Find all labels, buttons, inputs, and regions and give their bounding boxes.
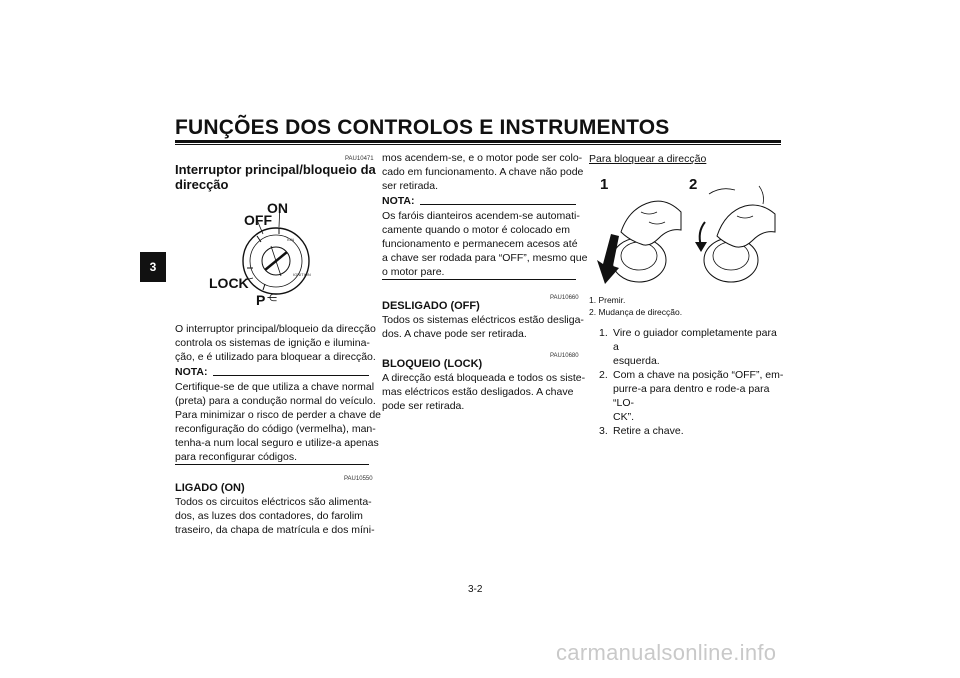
- steering-lock-figure: [589, 172, 781, 290]
- text-line: A direcção está bloqueada e todos os siste-: [382, 372, 586, 384]
- text-line: mas eléctricos estão desligados. A chave: [382, 386, 574, 398]
- nota-paragraph: [175, 380, 381, 464]
- off-paragraph: [382, 313, 584, 341]
- step-item: [589, 424, 785, 438]
- nota-end-rule: [382, 279, 576, 280]
- text-line: traseiro, da chapa de matrícula e dos míni-: [175, 524, 375, 536]
- step-number: 1.: [599, 327, 608, 339]
- section-code: PAU10550: [344, 476, 373, 482]
- page-title: FUNÇÕES DOS CONTROLOS E INSTRUMENTOS: [175, 116, 670, 139]
- text-line: purre-a para dentro e rode-a para “LO-: [613, 383, 770, 409]
- text-line: CK”.: [613, 411, 634, 423]
- text-line: controla os sistemas de ignição e ilumina-: [175, 337, 370, 349]
- step-number: 2.: [599, 369, 608, 381]
- nota-rule: [420, 204, 576, 205]
- intro-paragraph: [175, 322, 376, 364]
- page-number: 3-2: [468, 584, 483, 595]
- text-line: dos, as luzes dos contadores, do farolim: [175, 510, 363, 522]
- caption-item: 2. Mudança de direcção.: [589, 307, 683, 317]
- section-code: PAU10680: [550, 353, 579, 359]
- text-line: Retire a chave.: [613, 425, 684, 437]
- steps-list: [589, 326, 785, 438]
- nota-end-rule: [175, 464, 369, 465]
- text-line: ser retirada.: [382, 180, 439, 192]
- svg-text:IGNITION: IGNITION: [293, 272, 311, 277]
- watermark: carmanualsonline.info: [556, 640, 777, 665]
- text-line: Vire o guiador completamente para a: [613, 327, 777, 353]
- figure-label-2: 2: [689, 176, 698, 193]
- text-line: (preta) para a condução normal do veículo.: [175, 395, 376, 407]
- on-continued-paragraph: [382, 151, 583, 193]
- nota-label: NOTA:: [175, 366, 208, 378]
- text-line: O interruptor principal/bloqueio da direcção: [175, 323, 376, 335]
- section-code: PAU10660: [550, 295, 579, 301]
- step-item: [589, 326, 785, 368]
- text-line: Todos os sistemas eléctricos estão desliga-: [382, 314, 584, 326]
- text-line: Para minimizar o risco de perder a chave de: [175, 409, 382, 421]
- nota-rule: [213, 375, 369, 376]
- text-line: dos. A chave pode ser retirada.: [382, 328, 527, 340]
- text-line: Todos os circuitos eléctricos são alimenta-: [175, 496, 372, 508]
- section-code: PAU10471: [345, 156, 374, 162]
- figure-label-1: 1: [600, 176, 609, 193]
- text-line: esquerda.: [613, 355, 660, 367]
- lock-heading: BLOQUEIO (LOCK): [382, 358, 483, 370]
- text-line: Os faróis dianteiros acendem-se automati-: [382, 210, 580, 222]
- svg-text:IGN: IGN: [287, 237, 295, 242]
- text-line: pode ser retirada.: [382, 400, 465, 412]
- step-number: 3.: [599, 425, 608, 437]
- text-line: tenha-a num local seguro e utilize-a apenas: [175, 437, 379, 449]
- text-line: funcionamento e permanecem acesos até: [382, 238, 578, 250]
- label-on: ON: [267, 200, 288, 216]
- heading-line: direcção: [175, 177, 229, 192]
- text-line: reconfiguração do código (vermelha), man-: [175, 423, 376, 435]
- label-p: P: [256, 292, 266, 308]
- chapter-tab: 3: [140, 252, 166, 282]
- text-line: a chave ser rodada para “OFF”, mesmo que: [382, 252, 588, 264]
- nota-label: NOTA:: [382, 195, 415, 207]
- text-line: camente quando o motor é colocado em: [382, 224, 570, 236]
- caption-item: 1. Premir.: [589, 295, 626, 305]
- section-heading: [175, 162, 376, 192]
- text-line: Com a chave na posição “OFF”, em-: [613, 369, 784, 381]
- figure-captions: [589, 294, 682, 318]
- text-line: mos acendem-se, e o motor pode ser colo-: [382, 152, 583, 164]
- parking-symbol-icon: ⋲: [267, 293, 277, 304]
- off-heading: DESLIGADO (OFF): [382, 300, 480, 312]
- label-off: OFF: [244, 212, 272, 228]
- ignition-switch-figure: [205, 198, 355, 310]
- lock-steering-subheading: Para bloquear a direcção: [589, 153, 707, 165]
- text-line: o motor pare.: [382, 266, 445, 278]
- header-rule-thin: [175, 144, 781, 145]
- label-lock: LOCK: [209, 275, 249, 291]
- header-rule: [175, 140, 781, 143]
- on-heading: LIGADO (ON): [175, 482, 245, 494]
- text-line: para reconfigurar códigos.: [175, 451, 297, 463]
- text-line: cado em funcionamento. A chave não pode: [382, 166, 584, 178]
- nota-paragraph: [382, 209, 587, 279]
- on-paragraph: [175, 495, 375, 537]
- text-line: Certifique-se de que utiliza a chave normal: [175, 381, 375, 393]
- hand-pushing-key-icon: [589, 172, 781, 290]
- step-item: [589, 368, 785, 424]
- lock-paragraph: [382, 371, 585, 413]
- heading-line: Interruptor principal/bloqueio da: [175, 162, 376, 177]
- text-line: ção, e é utilizado para bloquear a direcção.: [175, 351, 376, 363]
